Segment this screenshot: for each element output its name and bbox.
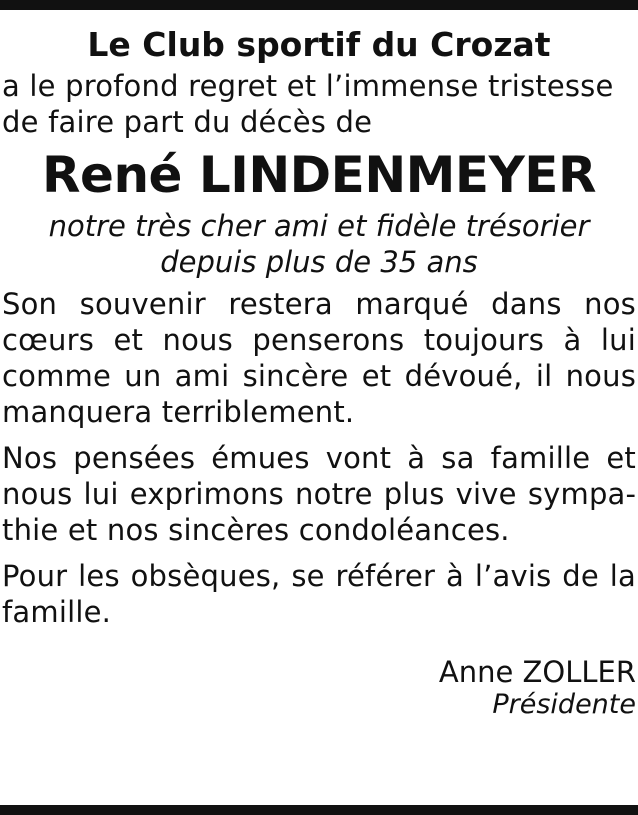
paragraph-funeral-info: Pour les obsèques, se référer à l’avis de la famille. xyxy=(2,559,636,629)
role-line-2: depuis plus de 35 ans xyxy=(160,245,478,279)
bottom-border-rule xyxy=(0,805,638,815)
intro-line-2: de faire part du décès de xyxy=(2,105,373,139)
obituary-notice xyxy=(2,22,636,720)
signatory-name: Anne ZOLLER xyxy=(438,655,636,689)
role-line-1: notre très cher ami et fidèle trésorier xyxy=(48,209,590,243)
organization-name: Le Club sportif du Crozat xyxy=(87,25,551,64)
signature-block xyxy=(2,654,636,720)
intro-line-1: a le profond regret et l’immense tristesse xyxy=(2,69,614,103)
signatory-title: Présidente xyxy=(492,689,636,720)
paragraph-condolences: Nos pensées émues vont à sa famille et nous lui exprimons notre plus vive sympathie et nos sincères condoléances. xyxy=(2,441,636,547)
top-border-rule xyxy=(0,0,638,10)
paragraph-memory: Son souvenir restera marqué dans nos cœurs et nous penserons toujours à lui comme un ami sincère et dévoué, il nous manquera terriblement. xyxy=(2,287,636,429)
deceased-name: René LINDENMEYER xyxy=(42,146,596,204)
